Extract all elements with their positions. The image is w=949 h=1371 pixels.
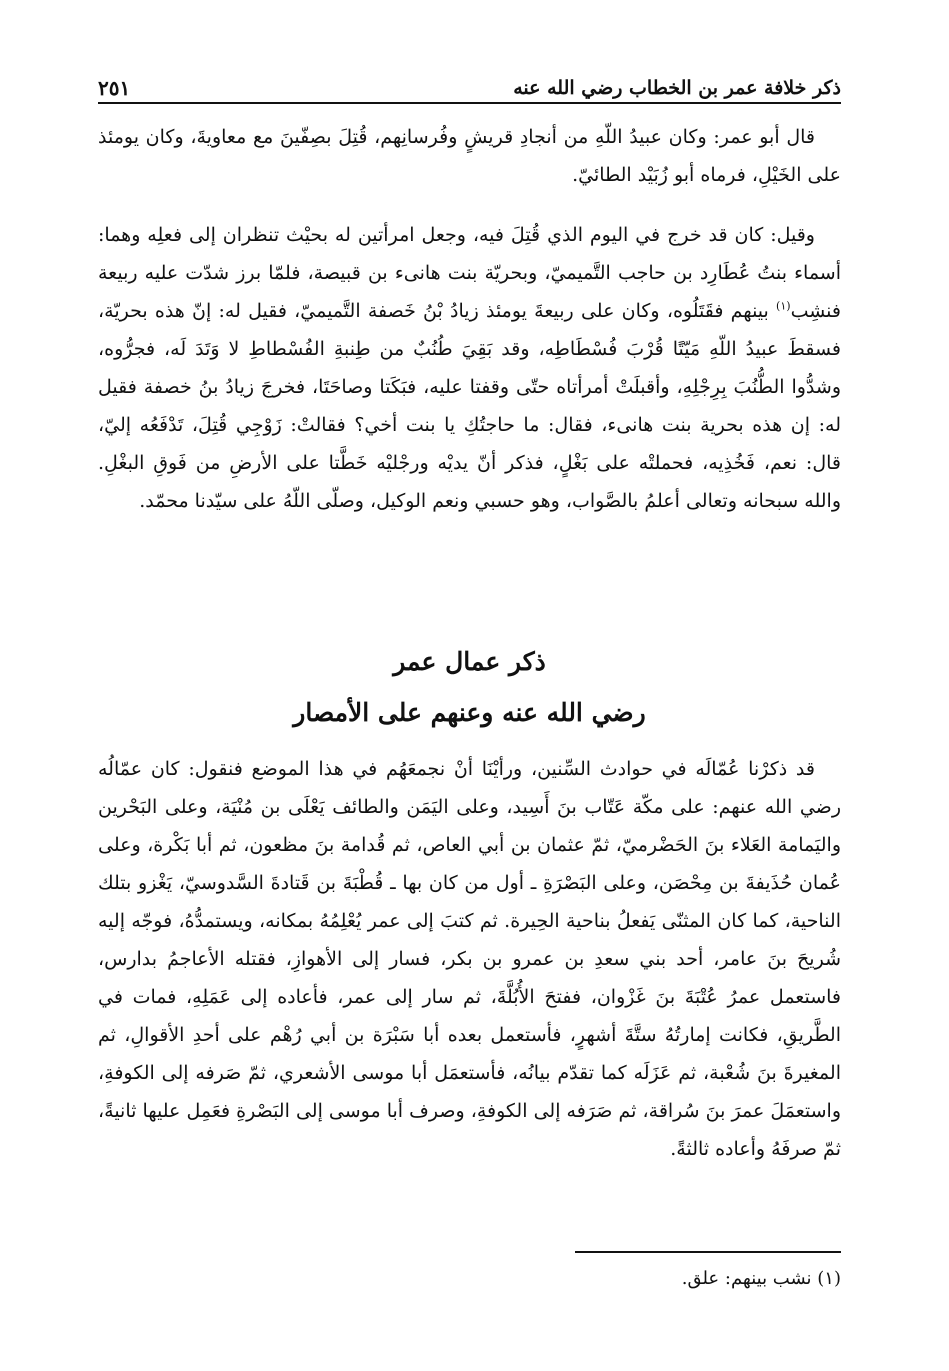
- section-title: ذكر عمال عمر: [393, 647, 546, 676]
- paragraph-qila-part2: بينهم فقَتَلُوه، وكان على ربيعةَ يومئذ زيادُ بْنُ خَصفة التَّميميّ، فقيل له: إنّ هذه بحريّة، فسقطَ عبيدُ اللّهِ مَيّتًا قُرْبَ فُسْطَاطِه، وقد بَقِيَ طُنُبٌ من طِنبةِ الفُسْطاطِ لا وَتَدَ لَه، فجرُّوه، وشدُّوا الطُّنُبَ بِرِجْلِهِ، وأقبلَتْ أمرأتاه حتّى وقفتا عليه، فبَكَتا وصاحَتَا، فخرجَ زيادُ بنُ خصفة فقيل له: إن هذه بحرية بنت هانىء، فقال: ما حاجتُكِ يا بنت أخي؟ فقالتْ: زَوْجِي قُتِلَ، تَدْفَعُه إليّ، قال: نعم، فَخُذِيه، فحملتْه على بَغْلٍ، فذكر أنّ يديْه ورجْليْه خَطَّتا على الأرضِ من فَوقِ البغْلِ. والله سبحانه وتعالى أعلمُ بالصَّواب، وهو حسبي ونعم الوكيل، وصلّى اللّهُ على سيّدنا محمّد.: [98, 300, 841, 512]
- running-header: [98, 68, 841, 104]
- section-subtitle: رضي الله عنه وعنهم على الأمصار: [293, 698, 646, 727]
- running-header-title: ذكر خلافة عمر بن الخطاب رضي الله عنه: [513, 77, 841, 99]
- paragraph-qila: [98, 216, 841, 520]
- paragraph-qila-part1: وقيل: كان قد خرج في اليوم الذي قُتِلَ فيه، وجعل امرأتين له بحيْث تنظران إلى فعلِه وهما: أسماء بنتُ عُطَارِد بن حاجب التَّميميّ، وبحريّة بنت هانىء بن قبيصة، فلمّا برز شدّت عليه ربيعة فنشِب: [98, 224, 841, 322]
- paragraph-abu-umar: قال أبو عمر: وكان عبيدُ اللّهِ من أنجادِ قريشٍ وفُرسانِهم، قُتِلَ بصِفّينَ مع معاويةَ، وكان يومئذ على الخَيْلِ، فرماه أبو زُبَيْد الطائيّ.: [98, 126, 841, 186]
- footnote: (١) نشب بينهم: علق.: [681, 1268, 841, 1289]
- paragraph-ummal: قد ذكرْنا عُمّالَه في حوادث السِّنين، ورأيْنَا أنْ نجمعَهُم في هذا الموضع فنقول: كان عمّالُه رضي الله عنهم: على مكّة عَتّاب بنَ أَسِيد، وعلى اليَمَن والطائف يَعْلَى بن مُنْيَة، وعلى البَحْرين واليَمامة العَلاء بنَ الحَضْرميّ، ثمّ عثمان بن أبي العاص، ثم قُدامة بنَ مظعون، ثم أبا بَكْرة، وعلى عُمان حُذَيفةَ بن مِحْصَن، وعلى البَصْرَةِ ـ أول من كان بها ـ قُطْبَةَ بن قَتادةَ السَّدوسيّ، يَغْزو بتلك الناحية، كما كان المثنّى يَفعلُ بناحية الحِيرة. ثم كتبَ إلى عمر يُعْلِمُهُ بمكانه، ويستمدُّهُ، فوجّه إليه شُريحَ بنَ عامر، أحد بني سعدِ بن عمرو بن بكر، فسار إلى الأهوازِ، فقتله الأعاجمُ بدارس، فاستعمل عمرُ عُتْبَةَ بنَ غَزْوان، ففتحَ الأُبُلَّةَ، ثم سار إلى عمر، فأعاده إلى عَمَلِهِ، فمات في الطَّريقِ، فكانت إمارتُهُ ستَّةَ أشهرٍ، فأستعمل بعده أبا سَبْرَة بن أبي رُهْم على أحدِ الأقوالِ، ثم المغيرةَ بنَ شُعْبة، ثم عَزَلَه كما تقدّم بيانُه، فأستعمَل أبا موسى الأشعري، ثمّ صَرفه إلى الكوفةِ، واستعمَلَ عمرَ بنَ سُراقة، ثم صَرَفه إلى الكوفةِ، وصرف أبا موسى إلى البَصْرةِ فعَمِل عليها ثانيةً، ثمّ صرفَهُ وأعاده ثالثةً.: [98, 758, 841, 1160]
- footnote-divider: [575, 1251, 841, 1253]
- page-number: ٢٥١: [98, 76, 131, 100]
- footnote-marker: (١): [776, 299, 791, 313]
